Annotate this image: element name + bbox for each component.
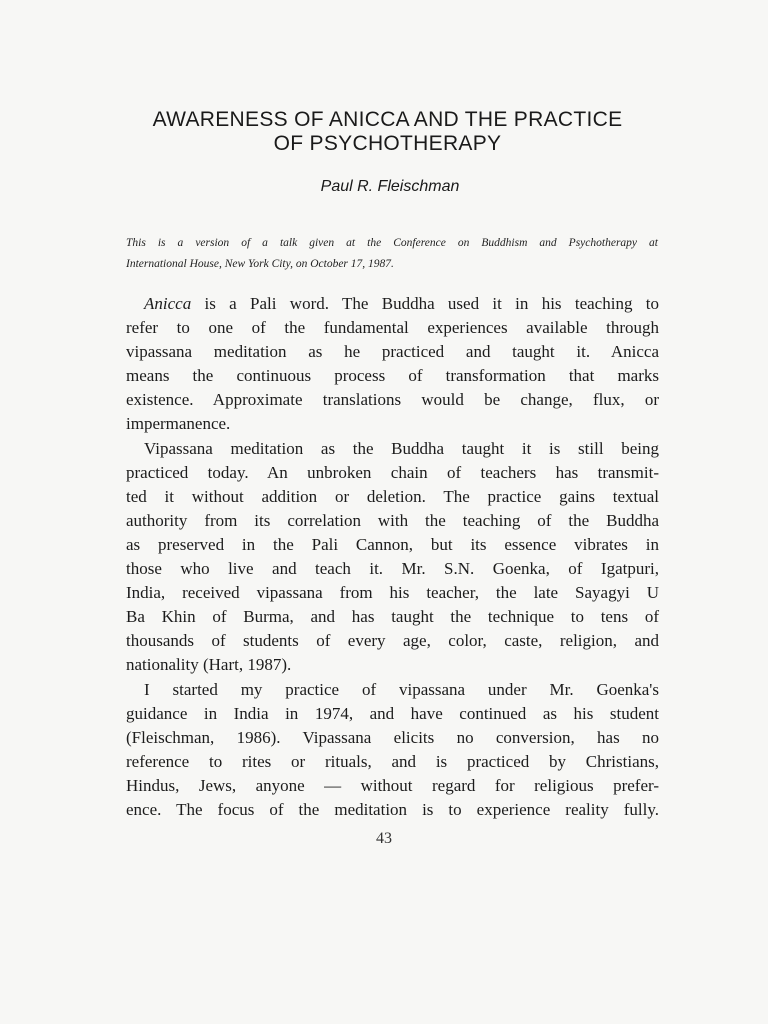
body-text [126, 292, 659, 822]
note-line-1: This is a version of a talk given at the Conference on Buddhism and Psychotherapy at [126, 237, 658, 249]
body-line: India, received vipassana from his teacher, the late Sayagyi U [126, 583, 659, 603]
body-line: thousands of students of every age, color, caste, religion, and [126, 631, 659, 651]
body-line: as preserved in the Pali Cannon, but its essence vibrates in [126, 534, 659, 554]
body-line: nationality (Hart, 1987). [126, 655, 292, 675]
body-line: I started my practice of vipassana under Mr. Goenka's [144, 679, 659, 699]
body-line: impermanence. [126, 414, 231, 434]
note-line-2: International House, New York City, on October 17, 1987. [126, 258, 394, 270]
title-line-1: AWARENESS OF ANICCA AND THE PRACTICE [152, 108, 623, 131]
editorial-note [126, 233, 658, 275]
body-line: ted it without addition or deletion. The practice gains textual [126, 486, 659, 506]
title-line-2: OF PSYCHOTHERAPY [273, 132, 502, 155]
body-line: Hindus, Jews, anyone — without regard for religious prefer- [126, 775, 659, 795]
body-line: ence. The focus of the meditation is to experience reality fully. [126, 799, 659, 819]
page-title [100, 108, 675, 156]
body-line: those who live and teach it. Mr. S.N. Goenka, of Igatpuri, [126, 559, 659, 579]
body-line: guidance in India in 1974, and have continued as his student [126, 703, 659, 723]
body-line: refer to one of the fundamental experiences available through [126, 318, 659, 338]
body-line: Ba Khin of Burma, and has taught the technique to tens of [126, 607, 659, 627]
body-line: existence. Approximate translations would be change, flux, or [126, 390, 659, 410]
author-name: Paul R. Fleischman [320, 178, 460, 195]
page-number: 43 [376, 830, 392, 847]
body-line: practiced today. An unbroken chain of teachers has transmit- [126, 462, 659, 482]
body-line: authority from its correlation with the teaching of the Buddha [126, 510, 659, 530]
body-line: Vipassana meditation as the Buddha taught it is still being [144, 438, 659, 458]
body-line: reference to rites or rituals, and is practiced by Christians, [126, 751, 659, 771]
body-line: Anicca is a Pali word. The Buddha used it in his teaching to [144, 294, 659, 313]
body-line: vipassana meditation as he practiced and taught it. Anicca [126, 342, 659, 362]
body-line: (Fleischman, 1986). Vipassana elicits no conversion, has no [126, 727, 659, 747]
italic-term: Anicca [144, 294, 192, 313]
body-line: means the continuous process of transformation that marks [126, 366, 659, 386]
